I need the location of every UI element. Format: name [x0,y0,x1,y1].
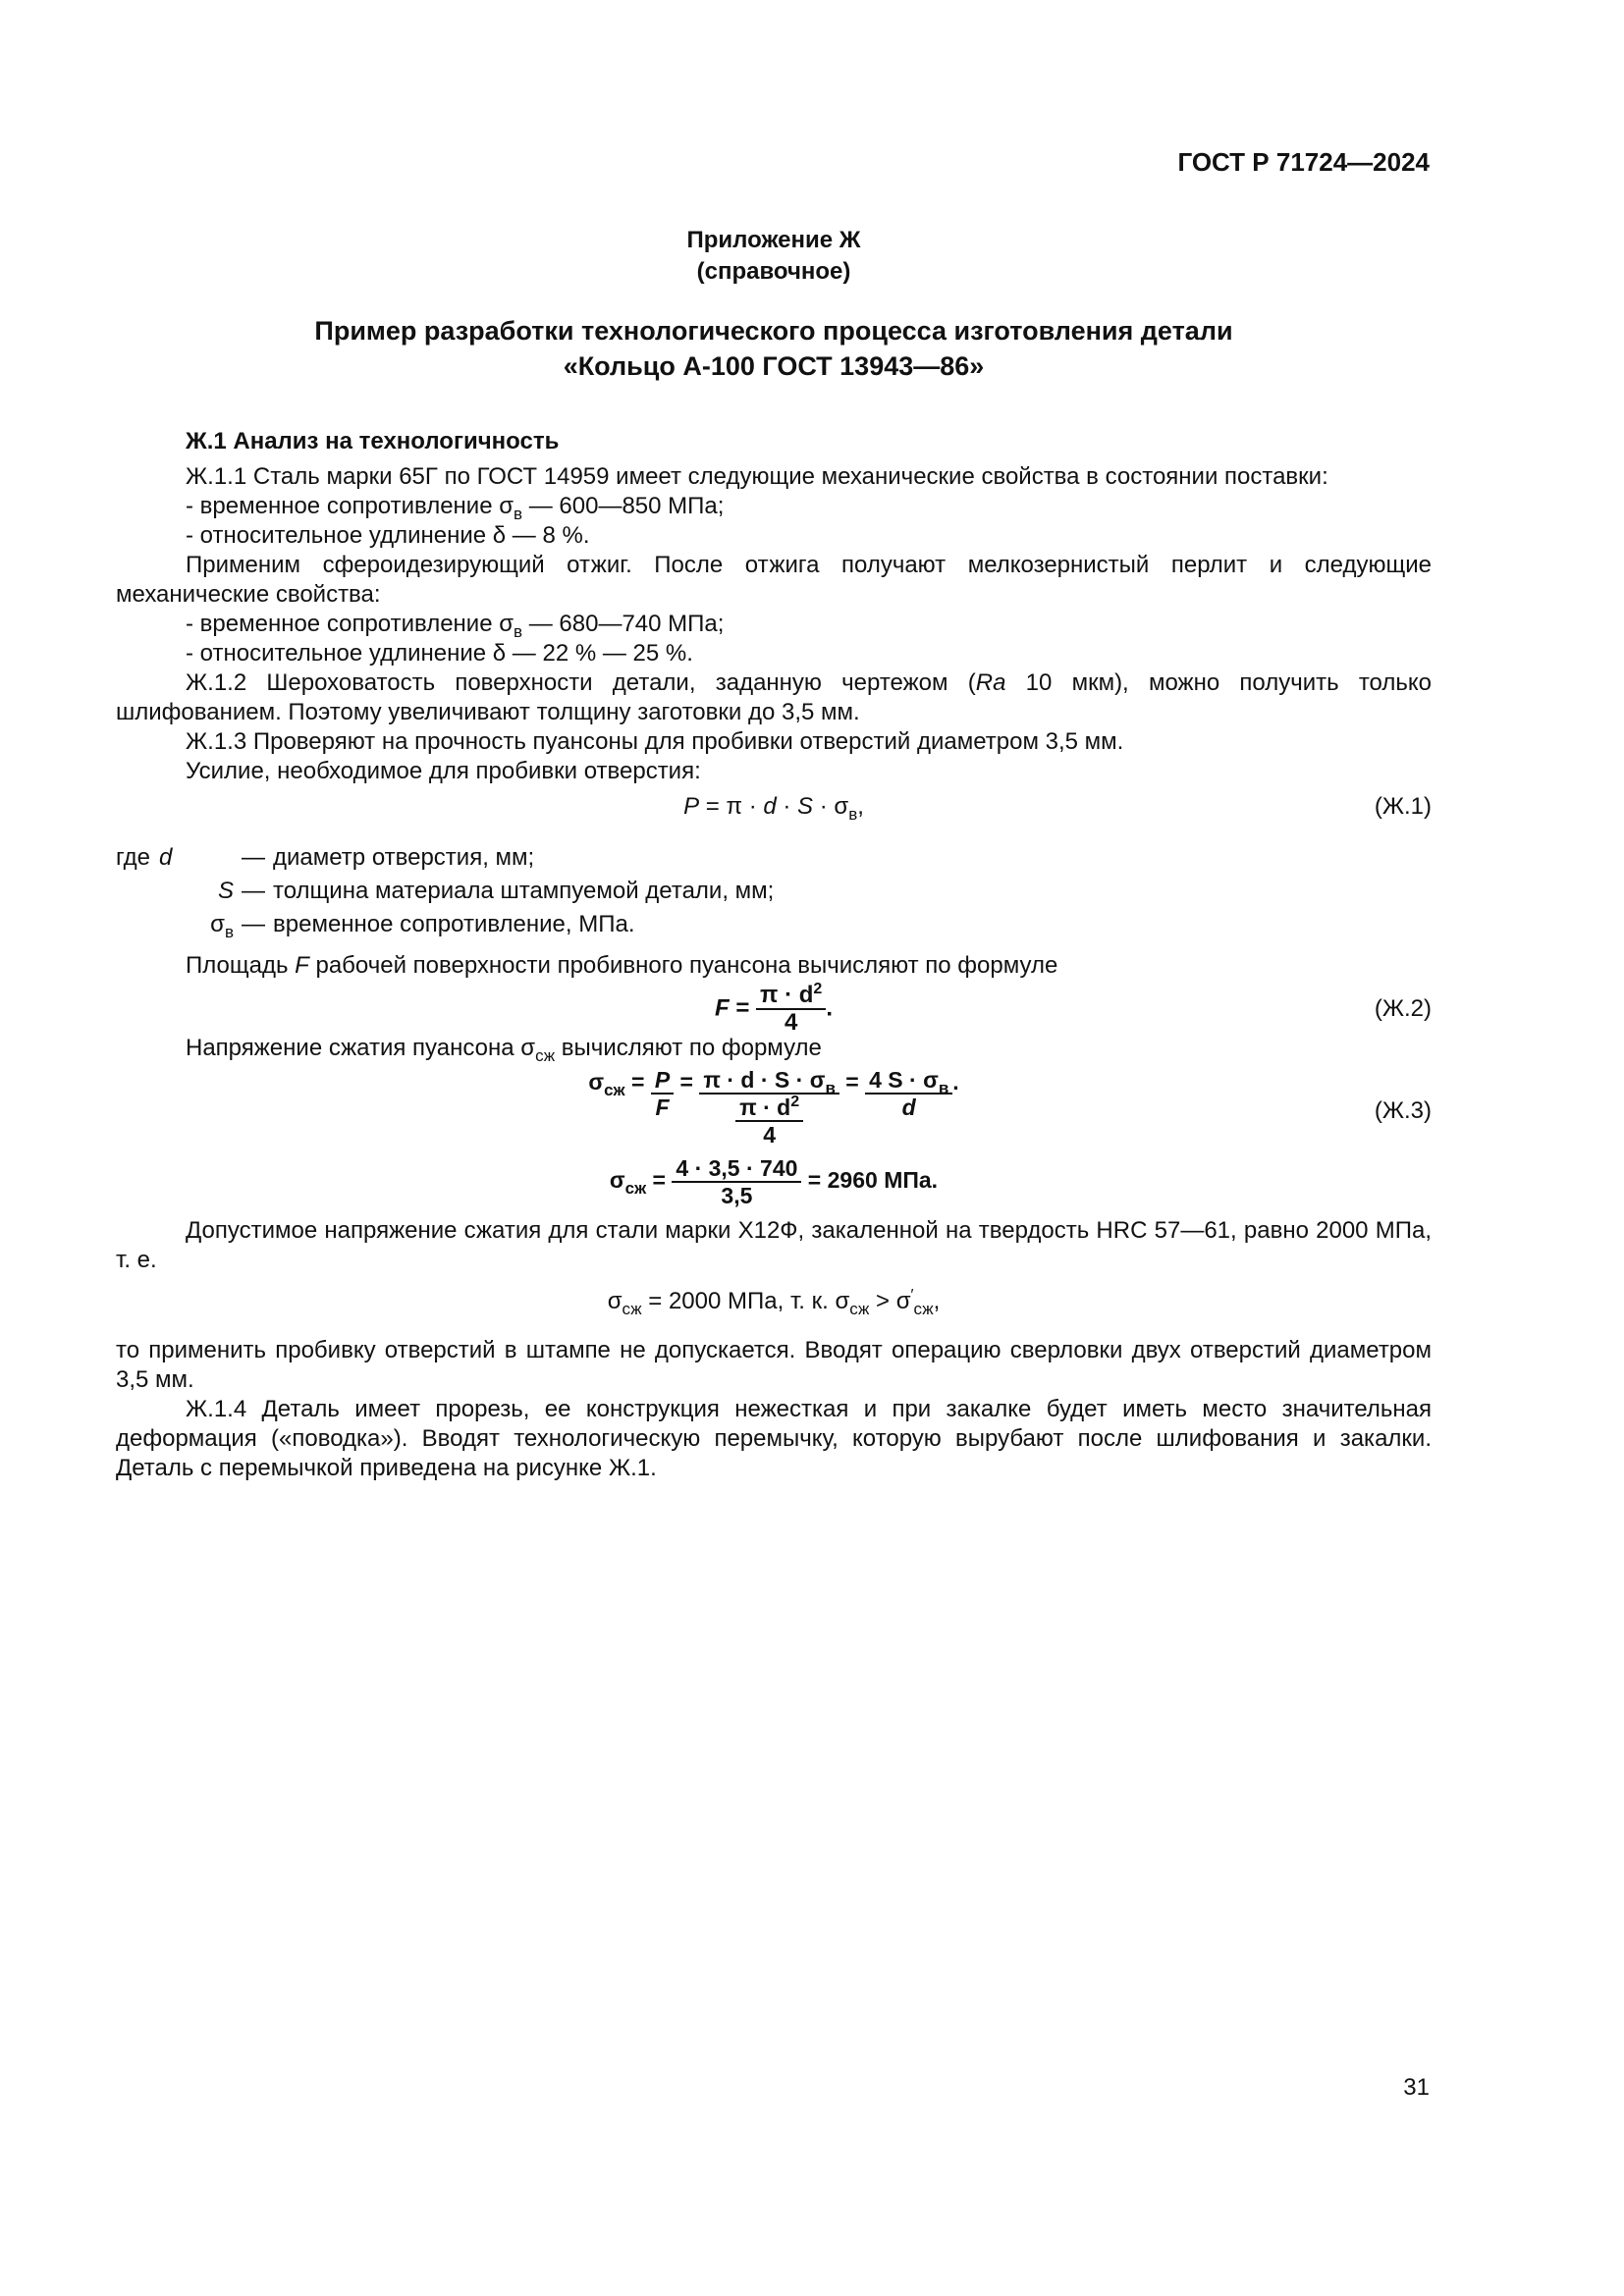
body-text [116,427,1432,1483]
paragraph: Усилие, необходимое для пробивки отверстия: [186,758,701,784]
paragraph: Ж.1.2 Шероховатость поверхности детали, заданную чертежом (Ra 10 мкм), можно получить только шлифованием. Поэтому увеличивают толщину заготовки до 3,5 мм. [116,669,1433,725]
formula-number: (Ж.1) [1374,793,1432,820]
paragraph: Применим сфероидезирующий отжиг. После отжига получают мелкозернистый перлит и следующие механические свойства: [116,552,1432,608]
formula-number: (Ж.3) [1374,1097,1432,1124]
annex-heading-line2: «Кольцо А-100 ГОСТ 13943—86» [563,351,985,381]
formula-number: (Ж.2) [1374,995,1432,1022]
paragraph: Ж.1.3 Проверяют на прочность пуансоны для пробивки отверстий диаметром 3,5 мм. [186,728,1124,755]
paragraph: Ж.1.4 Деталь имеет прорезь, ее конструкция нежесткая и при закалке будет иметь место значительная деформация («поводка»). Вводят технологическую перемычку, которую вырубают после шлифования и закалки. Деталь с перемычкой приведена на рисунке Ж.1. [116,1396,1432,1481]
formula-zh3: $\sigma_{сж}$ = $\frac{P}{F}$ = $\frac{\pi \cdot d \cdot S \cdot \sigma_в}{\frac{\pi \cdot d^2}{4}}$ = $\frac{4 S \cdot \sigma_в}{d}$ . (Ж.3) [588,1067,1432,1148]
document-id: ГОСТ Р 71724—2024 [1177,147,1430,177]
paragraph: Напряжение сжатия пуансона $\sigma_{сж}$ вычисляют по формуле [186,1035,822,1065]
where-row: $\sigma_в$ — временное сопротивление, МПа. [210,911,635,941]
annex-title: Приложение Ж [686,227,861,253]
where-row: S — толщина материала штампуемой детали, мм; [217,878,775,904]
formula-calculation: $\sigma_{сж}$ = $\frac{4 \cdot 3,5 \cdot 740}{3,5}$ = 2960 МПа. [609,1155,939,1208]
section-heading: Ж.1 Анализ на технологичность [186,428,560,454]
annex-subtitle: (справочное) [696,258,851,285]
paragraph: Ж.1.1 Сталь марки 65Г по ГОСТ 14959 имеет следующие механические свойства в состоянии поставки: [186,463,1328,490]
paragraph: Площадь F рабочей поверхности пробивного пуансона вычисляют по формуле [186,952,1058,979]
paragraph: то применить пробивку отверстий в штампе не допускается. Вводят операцию сверловки двух отверстий диаметром 3,5 мм. [116,1337,1432,1393]
page-number: 31 [1403,2074,1430,2101]
list-item: - относительное удлинение δ — 22 % — 25 %. [186,640,693,667]
annex-heading-line1: Пример разработки технологического процесса изготовления детали [314,316,1233,346]
formula-zh1: $P = \pi \cdot d \cdot S \cdot \sigma_в$, (Ж.1) [683,793,1432,824]
list-item: - относительное удлинение δ — 8 %. [186,522,590,549]
paragraph: Допустимое напряжение сжатия для стали марки Х12Ф, закаленной на твердость HRC 57—61, равно 2000 МПа, т. е. [116,1217,1432,1273]
list-item: - временное сопротивление $\sigma_в$ — 600—850 МПа; [186,493,725,523]
where-row: где d — диаметр отверстия, мм; [116,844,535,871]
list-item: - временное сопротивление $\sigma_в$ — 680—740 МПа; [186,611,725,641]
formula-zh2: F = $\frac{\pi \cdot d^2}{4}$ . (Ж.2) [715,981,1432,1036]
formula-condition: $\sigma_{сж} = 2000$ МПа, т. к. $\sigma_{сж} > \sigma'_{сж}$, [607,1287,941,1318]
